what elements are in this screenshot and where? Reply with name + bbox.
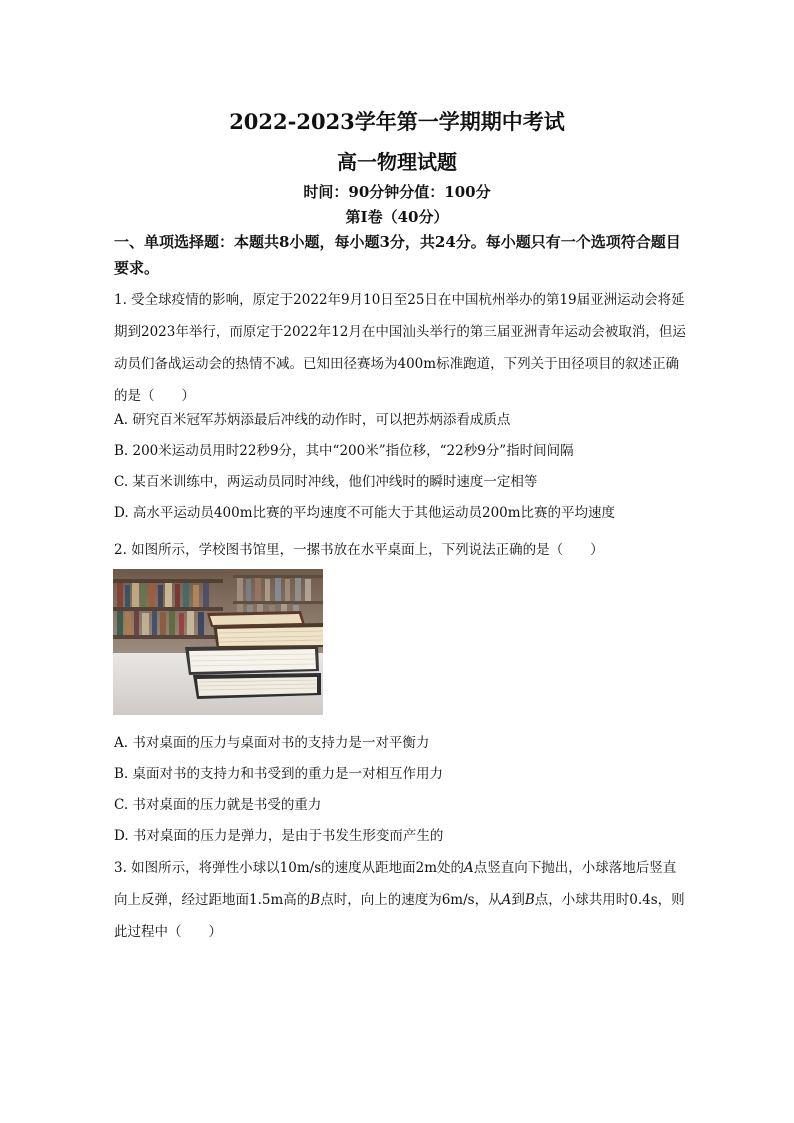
question-2-option-d: D. 书对桌面的压力是弹力，是由于书发生形变而产生的 <box>114 828 444 844</box>
point-a-label: A <box>501 892 512 908</box>
section-heading: 一、单项选择题：本题共8小题，每小题3分，共24分。每小题只有一个选项符合题目要求。 <box>114 233 681 277</box>
point-a-label: A <box>464 860 474 876</box>
question-3-text-4: 到 <box>511 892 525 908</box>
question-2-option-a: A. 书对桌面的压力与桌面对书的支持力是一对平衡力 <box>114 735 430 751</box>
volume-heading: 第Ⅰ卷（40分） <box>345 208 449 226</box>
question-1-option-b: B. 200米运动员用时22秒9分，其中“200米”指位移，“22秒9分”指时间间隔 <box>114 443 574 459</box>
question-2-option-b: B. 桌面对书的支持力和书受到的重力是一对相互作用力 <box>114 766 444 782</box>
point-b-label: B <box>524 892 535 908</box>
point-b-label: B <box>310 892 321 908</box>
exam-title: 2022-2023学年第一学期期中考试 <box>229 109 565 134</box>
question-1-option-a: A. 研究百米冠军苏炳添最后冲线的动作时，可以把苏炳添看成质点 <box>114 412 511 428</box>
subject-title: 高一物理试题 <box>337 150 457 174</box>
library-books-photo <box>113 569 323 715</box>
question-1-option-d: D. 高水平运动员400m比赛的平均速度不可能大于其他运动员200m比赛的平均速度 <box>114 505 616 521</box>
question-3-text-5: 点，小球共用时0.4s，则此过程中（ ） <box>114 892 685 940</box>
question-1-stem: 1. 受全球疫情的影响，原定于2022年9月10日至25日在中国杭州举办的第19届亚洲运动会将延期到2023年举行，而原定于2022年12月在中国汕头举行的第三届亚洲青年运动会被取消，但运动员们备战运动会的热情不减。已知田径赛场为400m标准跑道，下列关于田径项目的叙述正确的是（ ） <box>114 292 686 404</box>
question-3-stem <box>114 852 686 948</box>
question-2-option-c: C. 书对桌面的压力就是书受的重力 <box>114 797 322 813</box>
question-3-text-2: 点竖直向下抛出，小球落地后竖直向上反弹，经过距地面1.5m高的 <box>114 860 677 908</box>
question-2-stem: 2. 如图所示，学校图书馆里，一摞书放在水平桌面上，下列说法正确的是（ ） <box>114 542 604 558</box>
time-score-line: 时间：90分钟分值：100分 <box>303 183 491 201</box>
question-3-text-1: 3. 如图所示，将弹性小球以10m/s的速度从距地面2m处的 <box>114 860 465 876</box>
question-1-option-c: C. 某百米训练中，两运动员同时冲线，他们冲线时的瞬时速度一定相等 <box>114 474 538 490</box>
question-3-text-3: 点时，向上的速度为6m/s，从 <box>320 892 502 908</box>
